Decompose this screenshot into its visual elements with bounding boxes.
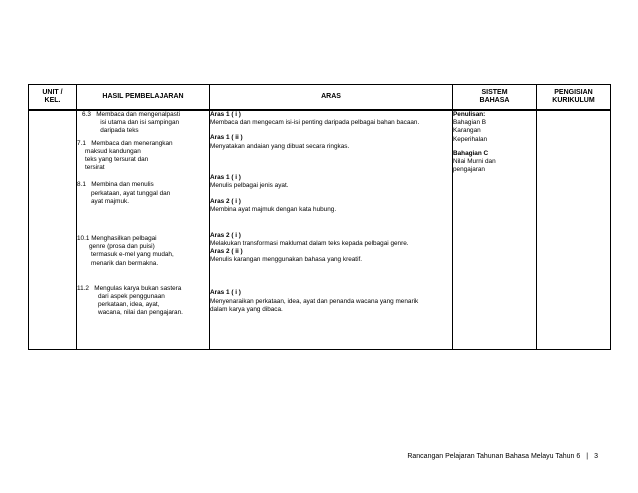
cell-unit — [29, 110, 77, 350]
hasil-item-10-1-continued — [77, 243, 209, 268]
hasil-line: Mengulas karya bukan sastera — [94, 284, 182, 292]
aras-block-6-3 — [210, 111, 452, 127]
hasil-item-8-1 — [77, 181, 209, 189]
aras-block-8-1-a — [210, 174, 452, 190]
hasil-line: genre (prosa dan puisi) — [89, 243, 155, 251]
footer-title: Rancangan Pelajaran Tahunan Bahasa Melayu Tahun 6 — [407, 453, 581, 460]
hasil-line: menarik dan bermakna. — [91, 259, 159, 267]
aras-level: Aras 2 ( i ) — [210, 231, 241, 239]
aras-description: Menyatakan andaian yang dibuat secara ringkas. — [210, 142, 350, 150]
header-sistem-bahasa — [453, 85, 537, 111]
hasil-line: tersirat — [85, 164, 105, 172]
aras-level: Aras 1 ( ii ) — [210, 134, 243, 142]
aras-level: Aras 2 ( ii ) — [210, 248, 243, 256]
hasil-line: Membaca dan menerangkan — [91, 139, 173, 147]
header-hasil-pembelajaran — [77, 85, 210, 111]
sistem-line: Keperihalan — [453, 135, 488, 143]
header-sistem-line2: BAHASA — [479, 97, 510, 104]
lesson-plan-table — [28, 84, 611, 350]
hasil-item-number: 10.1 — [77, 235, 92, 243]
hasil-line: perkataan, idea, ayat, — [98, 301, 160, 309]
aras-description: Membina ayat majmuk dengan kata hubung. — [210, 206, 337, 214]
hasil-line: Membina dan menulis — [91, 181, 154, 189]
aras-level: Aras 2 ( i ) — [210, 198, 241, 206]
header-pengisian-line1: PENGISIAN — [554, 88, 593, 96]
sistem-line: Nilai Murni dan — [453, 158, 496, 166]
sistem-line: pengajaran — [453, 166, 485, 174]
aras-level: Aras 1 ( i ) — [210, 289, 241, 297]
hasil-line: ayat majmuk. — [91, 197, 130, 205]
hasil-line: perkataan, ayat tunggal dan — [91, 189, 171, 197]
cell-pengisian-kurikulum — [537, 110, 611, 350]
hasil-item-number: 7.1 — [77, 139, 92, 147]
header-unit-line2: KEL. — [44, 97, 61, 104]
hasil-line: termasuk e-mel yang mudah, — [91, 251, 174, 259]
hasil-item-number: 8.1 — [77, 181, 92, 189]
hasil-line: teks yang tersurat dan — [85, 156, 149, 164]
table-header-row — [29, 85, 611, 111]
hasil-item-7-1-continued — [77, 148, 209, 173]
hasil-item-number: 6.3 — [82, 111, 97, 118]
hasil-line: Menghasilkan pelbagai — [91, 235, 157, 243]
header-hasil-label: HASIL PEMBELAJARAN — [102, 92, 184, 100]
aras-block-8-1-b — [210, 198, 452, 214]
header-pengisian-kurikulum — [537, 85, 611, 111]
aras-description: Menulis karangan menggunakan bahasa yang kreatif. — [210, 256, 363, 264]
aras-block-10-1 — [210, 232, 452, 265]
cell-hasil-pembelajaran — [77, 110, 210, 350]
cell-sistem-bahasa — [453, 110, 537, 350]
hasil-item-11-2 — [77, 285, 209, 293]
hasil-item-11-2-continued — [77, 293, 209, 318]
header-unit — [29, 85, 77, 111]
page-footer — [407, 453, 598, 460]
hasil-item-8-1-continued — [77, 190, 209, 206]
aras-description: Membaca dan mengecam isi-isi penting daripada pelbagai bahan bacaan. — [210, 119, 420, 127]
footer-separator: | — [586, 453, 589, 460]
hasil-line: isi utama dan isi sampingan — [100, 119, 180, 127]
hasil-line: dari aspek penggunaan — [98, 293, 165, 301]
aras-description: Melakukan transformasi maklumat dalam teks kepada pelbagai genre. — [210, 239, 409, 247]
sistem-line: Karangan — [453, 127, 481, 135]
aras-block-7-1 — [210, 134, 452, 150]
hasil-line: wacana, nilai dan pengajaran. — [98, 309, 183, 317]
aras-description-continued: dalam karya yang dibaca. — [210, 305, 283, 313]
aras-level: Aras 1 ( i ) — [210, 111, 241, 118]
aras-block-11-2 — [210, 289, 452, 314]
cell-aras — [210, 110, 453, 350]
hasil-item-10-1 — [77, 235, 209, 243]
header-pengisian-line2: KURIKULUM — [552, 97, 595, 104]
hasil-line: maksud kandungan — [85, 147, 141, 155]
header-aras — [210, 85, 453, 111]
hasil-line: Membaca dan mengenalpasti — [96, 111, 181, 118]
hasil-item-number: 11.2 — [77, 284, 95, 292]
page-number: 3 — [594, 453, 598, 460]
header-sistem-line1: SISTEM — [481, 88, 508, 96]
aras-description: Menulis pelbagai jenis ayat. — [210, 182, 289, 190]
sistem-line: Bahagian B — [453, 119, 487, 127]
hasil-item-6-3 — [82, 111, 209, 136]
header-unit-line1: UNIT / — [42, 88, 63, 96]
sistem-bahagian-c-heading: Bahagian C — [453, 149, 489, 157]
table-body-row — [29, 110, 611, 350]
hasil-line: daripada teks — [100, 127, 139, 135]
hasil-item-7-1 — [77, 140, 209, 148]
header-aras-label: ARAS — [321, 92, 341, 100]
sistem-penulisan-heading: Penulisan: — [453, 111, 486, 118]
aras-description: Menyenaraikan perkataan, idea, ayat dan penanda wacana yang menarik — [210, 297, 419, 305]
aras-level: Aras 1 ( i ) — [210, 173, 241, 181]
